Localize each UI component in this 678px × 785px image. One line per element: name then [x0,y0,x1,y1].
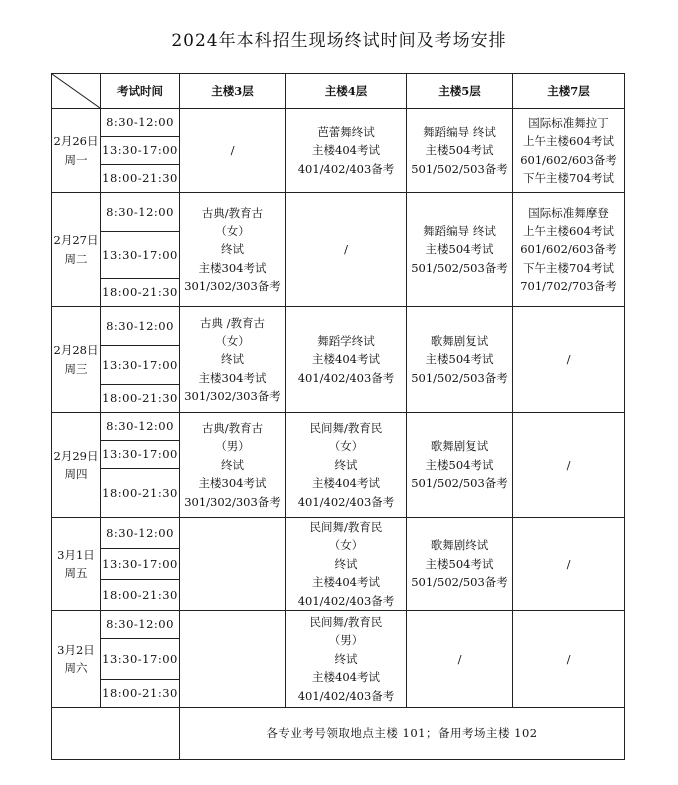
date-label: 3月1日 [57,547,95,562]
day-row [52,193,625,232]
floor-7-cell [513,307,625,413]
floor-5-cell [407,307,513,413]
cell-line: 701/702/703备考 [520,279,617,294]
cell-line: / [566,556,571,571]
time-slot: 13:30-17:00 [101,232,180,279]
cell-line: / [344,242,348,257]
cell-line: 401/402/403备考 [297,161,395,176]
cell-line: 终试 [334,457,358,472]
cell-line: / [566,457,571,472]
cell-line: 歌舞剧复试 [430,333,489,348]
cell-line: / [230,143,235,158]
cell-line: （女） [215,333,250,348]
date-label: 2月29日 [53,448,99,463]
cell-line: 舞蹈学终试 [317,333,375,348]
cell-line: （男） [215,439,250,454]
date-cell [52,413,101,518]
note-blank-cell [52,707,180,759]
exam-schedule-table [51,73,625,760]
date-label: 2月28日 [53,343,99,358]
time-slot: 18:00-21:30 [101,679,180,707]
day-row [52,610,625,638]
cell-line: 上午主楼604考试 [523,223,614,238]
floor-7-cell [513,610,625,707]
cell-line: 主楼404考试 [312,670,380,685]
date-label: 2月26日 [53,134,99,149]
cell-line: 歌舞剧终试 [430,538,489,553]
floor-4-cell [286,413,407,518]
cell-line: 主楼404考试 [312,575,380,590]
cell-line: 301/302/303备考 [184,389,281,404]
cell-line: 主楼404考试 [312,352,380,367]
floor-3-cell [180,413,286,518]
cell-line: 终试 [334,556,358,571]
weekday-label: 周五 [64,565,88,580]
page-title: 2024年本科招生现场终试时间及考场安排 [171,31,507,51]
cell-line: 终试 [221,352,244,367]
cell-line: 舞蹈编导 终试 [423,124,496,139]
time-slot: 8:30-12:00 [101,518,180,549]
header-row [52,74,625,109]
cell-line: 上午主楼604考试 [523,134,614,149]
time-slot: 8:30-12:00 [101,610,180,638]
cell-line: （女） [215,223,250,238]
floor-5-cell [407,413,513,518]
floor-7-cell [513,193,625,307]
floor-7-cell [513,109,625,193]
cell-line: 主楼404考试 [312,476,380,491]
cell-line: 主楼304考试 [198,370,267,385]
date-cell [52,193,101,307]
cell-line: 下午主楼704考试 [523,260,614,275]
cell-line: / [566,651,571,666]
cell-line: 主楼504考试 [425,556,494,571]
floor-4-cell [286,610,407,707]
cell-line: 下午主楼704考试 [523,170,614,185]
cell-line: 芭蕾舞终试 [317,124,375,139]
floor-5-cell [407,610,513,707]
cell-line: 601/602/603备考 [520,152,617,167]
cell-line: 主楼404考试 [312,143,380,158]
cell-line: 501/502/503备考 [411,260,508,275]
header-floor-5: 主楼5层 [407,74,513,109]
cell-line: 国际标准舞拉丁 [528,115,609,130]
floor-3-cell [180,193,286,307]
cell-line: 主楼304考试 [198,476,267,491]
cell-line: 舞蹈编导 终试 [423,223,496,238]
weekday-label: 周四 [64,467,88,481]
cell-line: 国际标准舞摩登 [528,205,609,220]
cell-line: （女） [328,439,364,454]
floor-5-cell [407,518,513,611]
time-slot: 8:30-12:00 [101,307,180,346]
date-cell [52,518,101,611]
time-slot: 8:30-12:00 [101,413,180,441]
date-label: 3月2日 [57,642,95,657]
time-slot: 8:30-12:00 [101,109,180,137]
date-cell [52,109,101,193]
floor-3-cell [180,610,286,707]
cell-line: 401/402/403备考 [297,494,395,509]
weekday-label: 周六 [64,660,88,675]
cell-line: 主楼304考试 [198,260,267,275]
time-slot: 8:30-12:00 [101,193,180,232]
cell-line: 501/502/503备考 [411,476,508,491]
time-slot: 18:00-21:30 [101,579,180,610]
day-row [52,109,625,137]
floor-4-cell [286,193,407,307]
cell-line: 民间舞/教育民 [309,421,383,436]
floor-7-cell [513,413,625,518]
cell-line: 古典/教育古 [201,421,264,436]
time-slot: 13:30-17:00 [101,346,180,385]
diagonal-line [52,74,100,108]
header-floor-4: 主楼4层 [286,74,407,109]
cell-line: 501/502/503备考 [411,370,508,385]
cell-line: 古典 /教育古 [199,315,266,330]
floor-4-cell [286,109,407,193]
time-slot: 18:00-21:30 [101,165,180,193]
cell-line: 终试 [221,457,244,472]
floor-3-cell [180,109,286,193]
header-floor-7: 主楼7层 [513,74,625,109]
cell-line: 歌舞剧复试 [430,439,489,454]
weekday-label: 周一 [64,152,88,167]
cell-line: 501/502/503备考 [411,575,508,590]
cell-line: 古典/教育古 [201,205,264,220]
weekday-label: 周二 [64,251,88,266]
cell-line: 401/402/403备考 [297,593,395,608]
cell-line: （男） [328,633,364,648]
header-floor-3: 主楼3层 [180,74,286,109]
cell-line: （女） [328,538,364,553]
floor-7-cell [513,518,625,611]
cell-line: 601/602/603备考 [520,242,617,257]
floor-5-cell [407,193,513,307]
cell-line: 主楼504考试 [425,143,494,158]
date-label: 2月27日 [53,233,99,248]
date-cell [52,610,101,707]
date-cell [52,307,101,413]
cell-line: 301/302/303备考 [184,279,281,294]
cell-line: 终试 [334,651,358,666]
cell-line: 301/302/303备考 [184,494,281,509]
time-slot: 13:30-17:00 [101,441,180,469]
day-row [52,518,625,549]
time-slot: 18:00-21:30 [101,279,180,307]
time-slot: 13:30-17:00 [101,137,180,165]
floor-4-cell [286,518,407,611]
cell-line: 民间舞/教育民 [309,614,383,629]
note-row [52,707,625,759]
cell-line: 终试 [221,242,244,257]
floor-3-cell [180,518,286,611]
cell-line: / [566,352,571,367]
cell-line: 主楼504考试 [425,242,494,257]
time-slot: 13:30-17:00 [101,548,180,579]
cell-line: 主楼504考试 [425,457,494,472]
cell-line: 501/502/503备考 [411,161,508,176]
cell-line: 401/402/403备考 [297,370,395,385]
cell-line: 401/402/403备考 [297,688,395,703]
time-slot: 13:30-17:00 [101,638,180,679]
day-row [52,413,625,441]
header-time: 考试时间 [101,74,180,109]
cell-line: 民间舞/教育民 [309,520,383,534]
note-cell: 各专业考号领取地点主楼 101；备用考场主楼 102 [180,707,625,759]
cell-line: 主楼504考试 [425,352,494,367]
diagonal-corner-cell [52,74,101,109]
time-slot: 18:00-21:30 [101,469,180,518]
floor-3-cell [180,307,286,413]
day-row [52,307,625,346]
time-slot: 18:00-21:30 [101,385,180,413]
floor-5-cell [407,109,513,193]
cell-line: / [457,651,462,666]
floor-4-cell [286,307,407,413]
weekday-label: 周三 [64,361,88,376]
